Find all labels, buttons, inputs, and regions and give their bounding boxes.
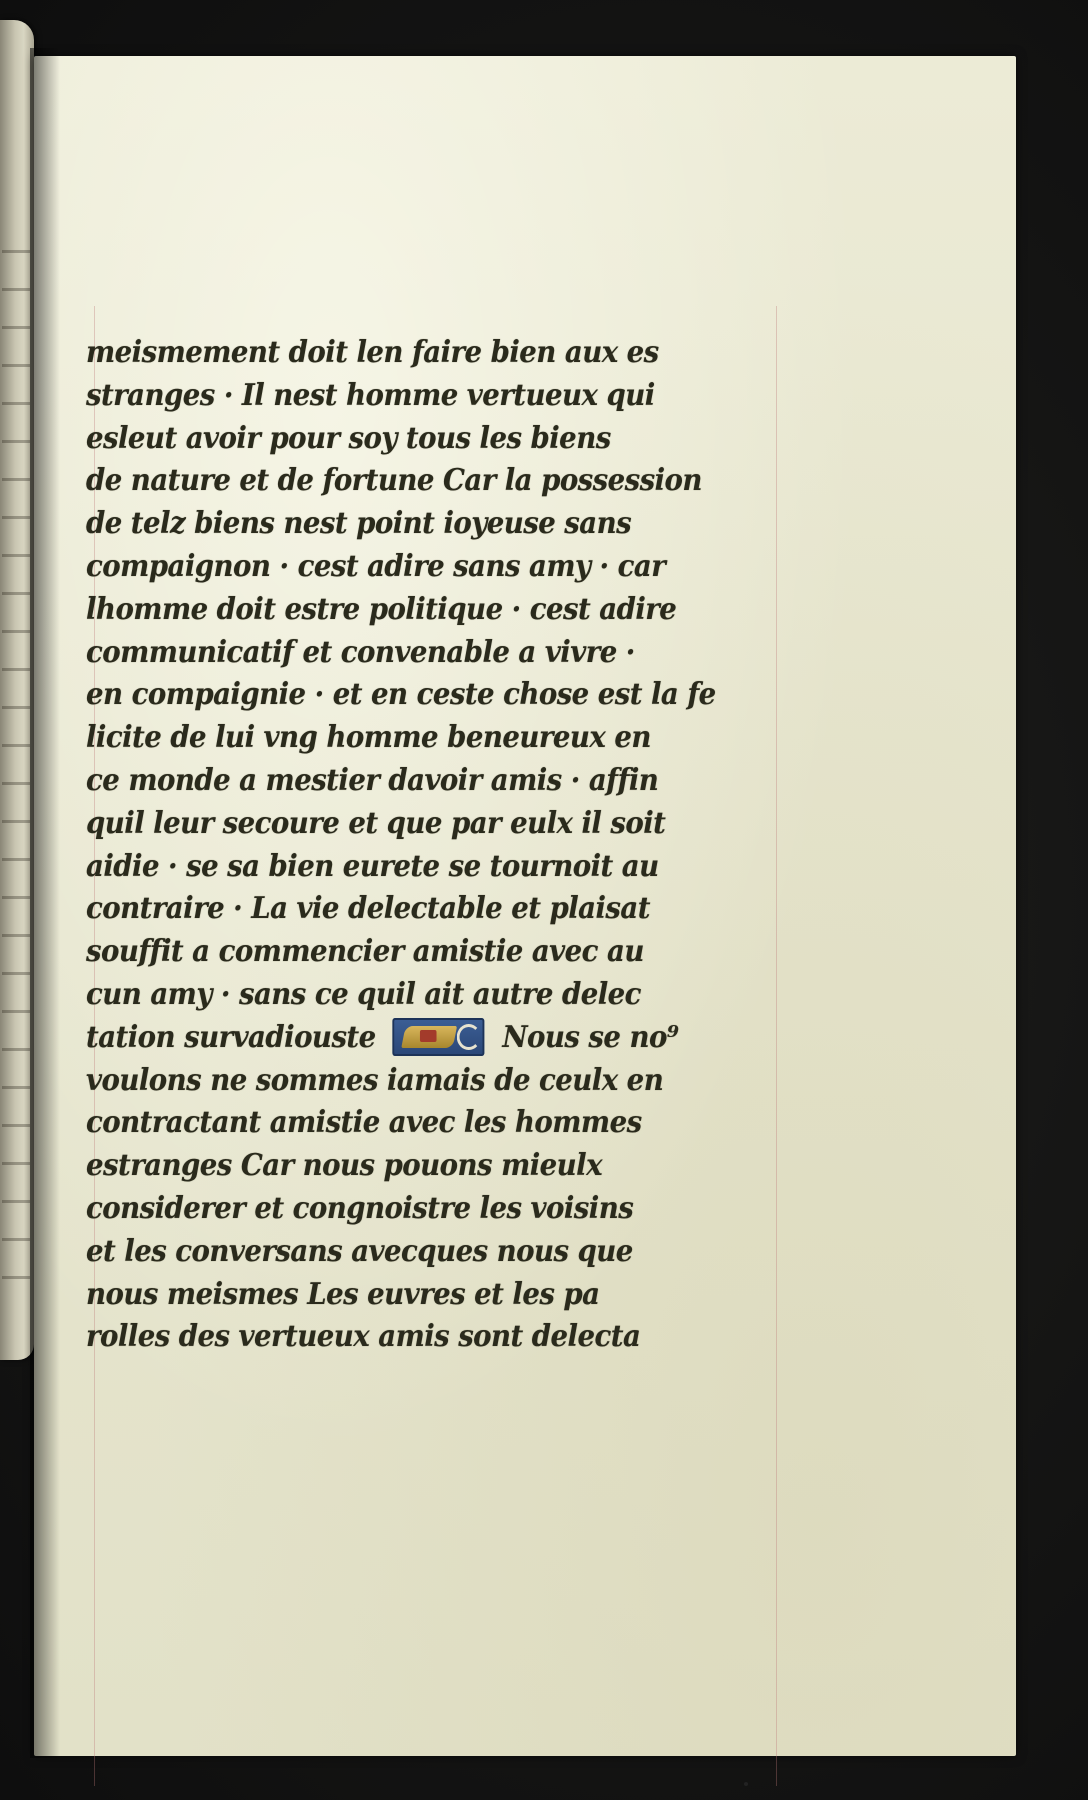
previous-page-text-edge [2, 250, 30, 1290]
text-line: souffit a commencier amistie avec au [86, 934, 644, 970]
text-line: et les conversans avecques nous que [86, 1233, 633, 1269]
text-line: meismement doit len faire bien aux es [86, 335, 659, 370]
text-line: en compaignie · et en ceste chose est la fe [86, 677, 716, 713]
initial-red-fill [420, 1030, 437, 1042]
text-line: contractant amistie avec les hommes [86, 1105, 642, 1141]
text-line: estranges Car nous pouons mieulx [86, 1148, 603, 1184]
text-line: cun amy · sans ce quil ait autre delec [86, 976, 641, 1012]
text-line: aidie · se sa bien eurete se tournoit au [86, 848, 659, 884]
text-line: ce monde a mestier davoir amis · affin [86, 762, 659, 798]
text-line: de nature et de fortune Car la possession [86, 463, 702, 499]
text-line: nous meismes Les euvres et les pa [86, 1276, 600, 1312]
gutter-shadow [30, 48, 60, 1758]
decorated-initial-icon [392, 1018, 484, 1056]
text-block [86, 332, 786, 1359]
initial-flourish [456, 1024, 480, 1050]
previous-page-edge [0, 20, 34, 1360]
text-line: stranges · Il nest homme vertueux qui [86, 377, 655, 413]
text-line: de telz biens nest point ioyeuse sans [86, 506, 632, 542]
manuscript-page [34, 56, 1016, 1756]
text-line-with-initial [86, 1017, 730, 1060]
text-line: lhomme doit estre politique · cest adire [86, 591, 677, 627]
text-segment: tation survadiouste [86, 1019, 376, 1055]
text-segment: Nous se no⁹ [502, 1019, 679, 1055]
text-line: esleut avoir pour soy tous les biens [86, 420, 611, 456]
text-line: communicatif et convenable a vivre · [86, 634, 635, 670]
text-line: quil leur secoure et que par eulx il soit [86, 805, 666, 841]
text-line: contraire · La vie delectable et plaisat [86, 891, 650, 927]
text-line: rolles des vertueux amis sont delecta [86, 1319, 641, 1355]
text-line: considerer et congnoistre les voisins [86, 1190, 634, 1226]
text-line: licite de lui vng homme beneureux en [86, 720, 651, 756]
ink-speck [744, 1782, 748, 1786]
text-line: voulons ne sommes iamais de ceulx en [86, 1062, 664, 1098]
text-line: compaignon · cest adire sans amy · car [86, 548, 666, 584]
